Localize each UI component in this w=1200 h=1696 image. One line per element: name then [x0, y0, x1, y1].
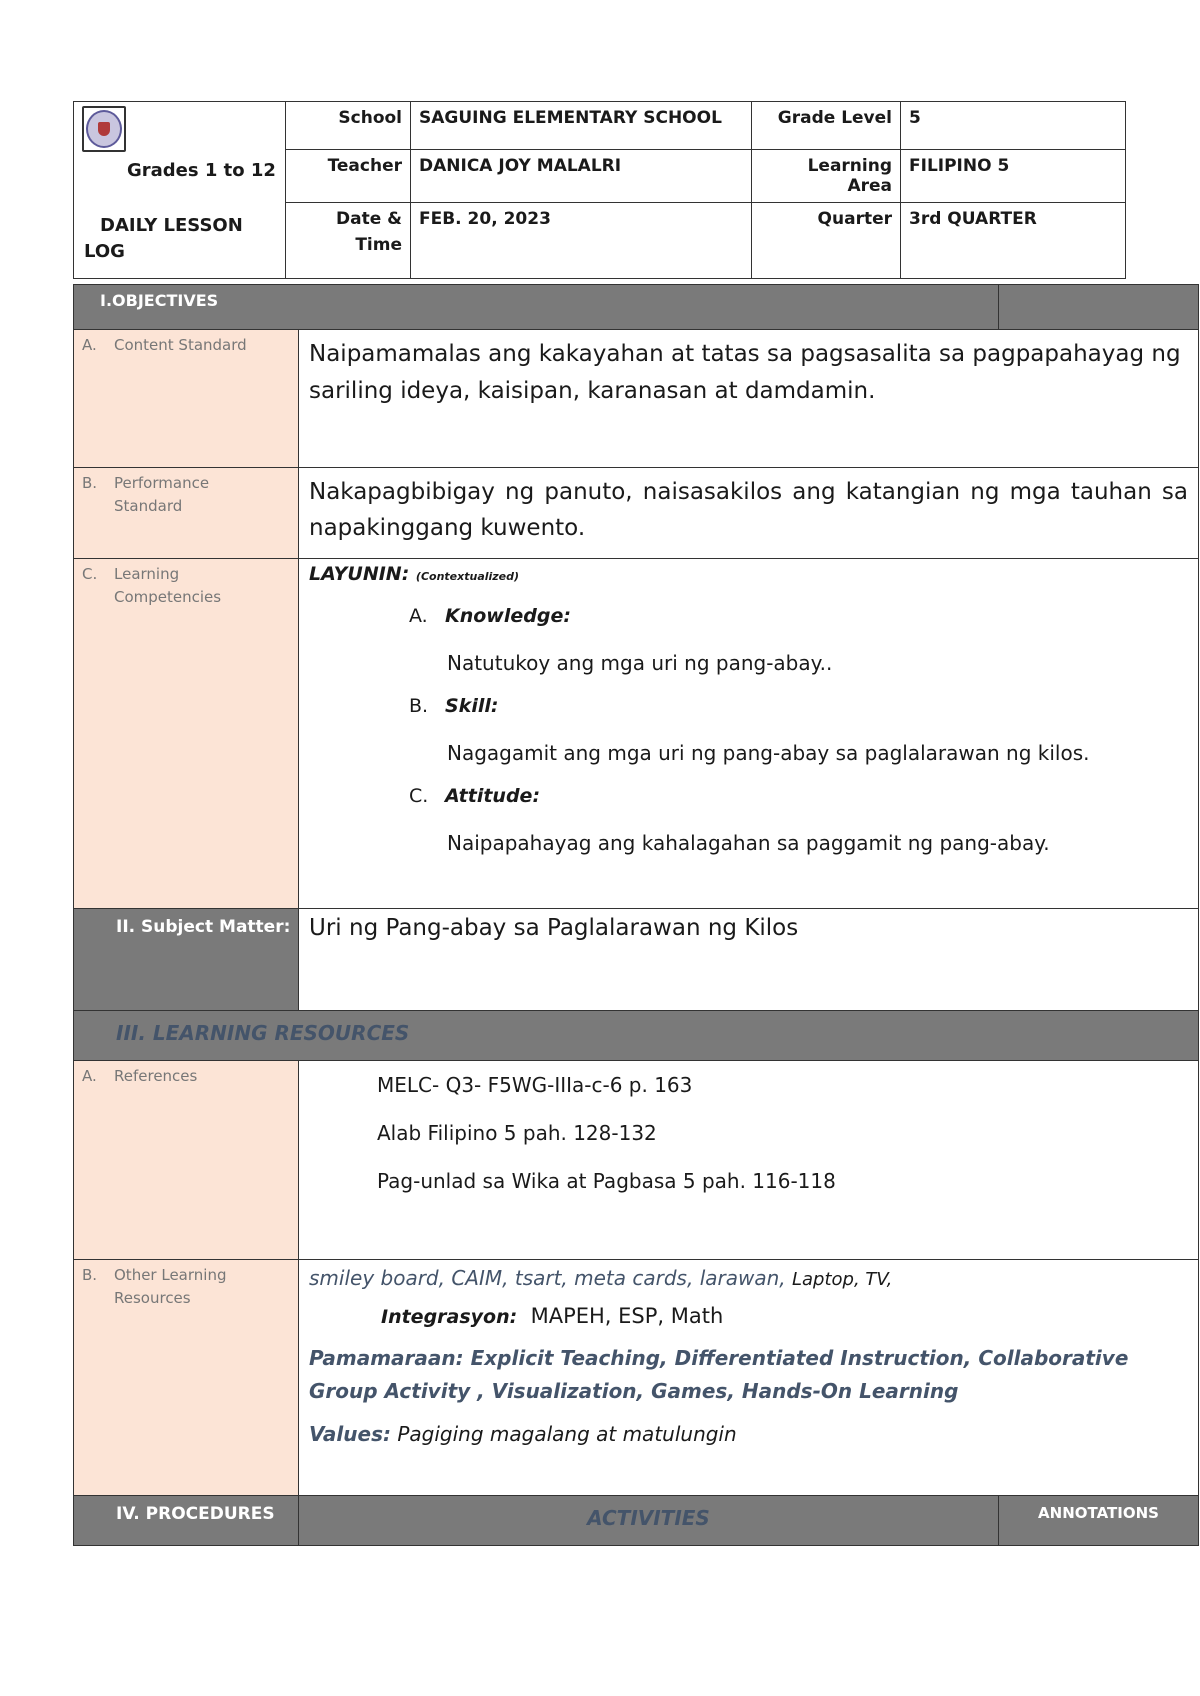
objective-item-attitude — [409, 785, 1188, 807]
activities-heading: ACTIVITIES — [299, 1496, 999, 1546]
performance-standard-label-2: Standard — [114, 497, 183, 515]
other-resources-label — [74, 1260, 299, 1496]
brand-daily-lesson: DAILY LESSON — [100, 215, 243, 236]
learning-competencies-content — [299, 559, 1199, 909]
learning-competencies-label-1: Learning — [114, 565, 180, 583]
quarter-value: 3rd QUARTER — [901, 203, 1126, 279]
content-standard-label-text: Content Standard — [114, 336, 247, 354]
content-standard-label — [74, 330, 299, 468]
reference-item: MELC- Q3- F5WG-IIIa-c-6 p. 163 — [377, 1073, 693, 1097]
other-resources-letter: B. — [82, 1266, 98, 1284]
subject-matter-text: Uri ng Pang-abay sa Paglalarawan ng Kilos — [299, 909, 1199, 1011]
integration-line — [381, 1304, 1188, 1328]
performance-standard-text: Nakapagbibigay ng panuto, naisasakilos ang katangian ng mga tauhan sa napakinggang kuwento. — [299, 468, 1199, 559]
teacher-value: DANICA JOY MALALRI — [411, 150, 752, 203]
other-resources-label-2: Resources — [114, 1289, 191, 1307]
values-text: Pagiging magalang at matulungin — [390, 1422, 737, 1446]
materials-black: Laptop, TV, — [792, 1269, 893, 1290]
learning-competencies-letter: C. — [82, 565, 98, 583]
learning-competencies-label — [74, 559, 299, 909]
references-letter: A. — [82, 1067, 97, 1085]
objectives-heading-right — [999, 285, 1199, 330]
date-value: FEB. 20, 2023 — [411, 203, 752, 279]
subject-matter-heading: II. Subject Matter: — [74, 909, 299, 1011]
reference-item: Alab Filipino 5 pah. 128-132 — [377, 1121, 657, 1145]
objective-letter: C. — [409, 785, 429, 807]
layunin-label: LAYUNIN: — [309, 563, 410, 585]
objective-item-skill — [409, 695, 1188, 717]
other-resources-content — [299, 1260, 1199, 1496]
values-line — [309, 1422, 1188, 1446]
deped-seal-icon — [82, 106, 126, 152]
performance-standard-letter: B. — [82, 474, 98, 492]
time-label: Time — [355, 235, 402, 255]
grade-level-value: 5 — [901, 102, 1126, 150]
objective-desc-attitude: Naipapahayag ang kahalagahan sa paggamit ng pang-abay. — [447, 831, 1050, 855]
content-standard-letter: A. — [82, 336, 97, 354]
objectives-heading: I.OBJECTIVES — [74, 285, 999, 330]
pamamaraan-text: Pamamaraan: Explicit Teaching, Differentiated Instruction, Collaborative Group Activity , Visualization, Games, Hands-On Learning — [309, 1346, 1129, 1403]
quarter-label: Quarter — [752, 203, 901, 279]
date-time-label — [286, 203, 411, 279]
integration-label: Integrasyon: — [381, 1306, 518, 1328]
school-label: School — [286, 102, 411, 150]
grade-level-label: Grade Level — [752, 102, 901, 150]
objective-letter: B. — [409, 695, 429, 717]
date-label: Date & — [336, 209, 402, 229]
reference-item: Pag-unlad sa Wika at Pagbasa 5 pah. 116-118 — [377, 1169, 836, 1193]
annotations-heading: ANNOTATIONS — [999, 1496, 1199, 1546]
objective-title: Attitude: — [445, 785, 541, 807]
procedures-heading: IV. PROCEDURES — [74, 1496, 299, 1546]
school-value: SAGUING ELEMENTARY SCHOOL — [411, 102, 752, 150]
values-label: Values: — [309, 1422, 391, 1446]
materials-line — [309, 1266, 1188, 1290]
teacher-label: Teacher — [286, 150, 411, 203]
header-table — [73, 101, 1126, 279]
other-resources-label-1: Other Learning — [114, 1266, 227, 1284]
content-standard-text: Naipamamalas ang kakayahan at tatas sa pagsasalita sa pagpapahayag ng sariling ideya, kaisipan, karanasan at damdamin. — [299, 330, 1199, 468]
objective-letter: A. — [409, 605, 428, 627]
lesson-table — [73, 284, 1199, 1546]
objective-title: Knowledge: — [445, 605, 571, 627]
materials-blue: smiley board, CAIM, tsart, meta cards, larawan, — [309, 1266, 792, 1290]
brand-cell — [74, 102, 286, 279]
integration-value: MAPEH, ESP, Math — [530, 1304, 724, 1328]
brand-log: LOG — [84, 241, 125, 262]
objective-desc-skill: Nagagamit ang mga uri ng pang-abay sa paglalarawan ng kilos. — [447, 741, 1090, 765]
references-content — [299, 1061, 1199, 1260]
learning-area-label: Learning Area — [752, 150, 901, 203]
performance-standard-label — [74, 468, 299, 559]
performance-standard-label-1: Performance — [114, 474, 210, 492]
references-label-text: References — [114, 1067, 198, 1085]
objective-item-knowledge — [409, 605, 1188, 627]
objective-title: Skill: — [445, 695, 499, 717]
learning-competencies-label-2: Competencies — [114, 588, 222, 606]
references-label — [74, 1061, 299, 1260]
layunin-note: (Contextualized) — [415, 570, 520, 583]
objective-desc-knowledge: Natutukoy ang mga uri ng pang-abay.. — [447, 651, 833, 675]
brand-grades: Grades 1 to 12 — [127, 160, 276, 181]
layunin-heading — [309, 563, 1188, 585]
learning-area-value: FILIPINO 5 — [901, 150, 1126, 203]
learning-resources-heading: III. LEARNING RESOURCES — [74, 1011, 1199, 1061]
